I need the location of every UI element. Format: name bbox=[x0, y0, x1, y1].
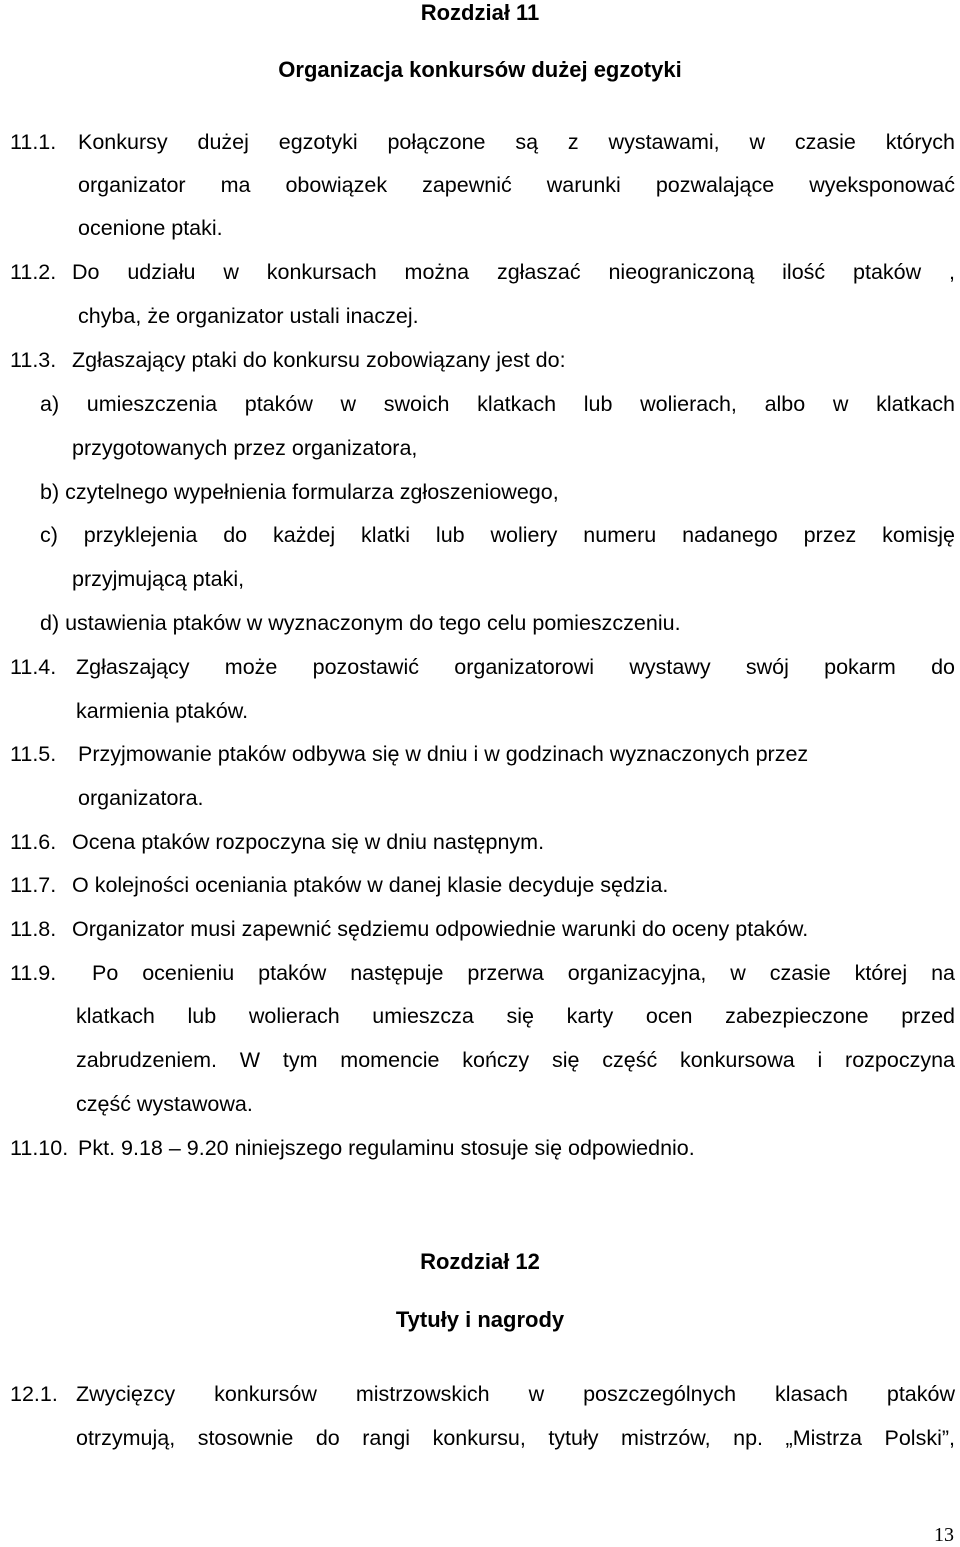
item-11-3-number: 11.3. bbox=[10, 348, 57, 372]
item-11-9-number: 11.9. bbox=[10, 961, 57, 985]
item-11-9-line-2: klatkach lub wolierach umieszcza się karty ocen zabezpieczone przed bbox=[76, 1004, 955, 1028]
item-11-3-intro: Zgłaszający ptaki do konkursu zobowiązany jest do: bbox=[72, 348, 566, 372]
item-11-2-line-2: chyba, że organizator ustali inaczej. bbox=[78, 304, 419, 328]
item-11-3-d: d) ustawienia ptaków w wyznaczonym do tego celu pomieszczeniu. bbox=[40, 611, 681, 635]
item-11-3-b: b) czytelnego wypełnienia formularza zgłoszeniowego, bbox=[40, 480, 559, 504]
item-11-2-line-1: Do udziału w konkursach można zgłaszać nieograniczoną ilość ptaków , bbox=[72, 260, 955, 284]
item-11-4-number: 11.4. bbox=[10, 655, 57, 679]
item-11-4-line-1: Zgłaszający może pozostawić organizatorowi wystawy swój pokarm do bbox=[76, 655, 955, 679]
item-11-10-line-1: Pkt. 9.18 – 9.20 niniejszego regulaminu stosuje się odpowiednio. bbox=[78, 1136, 695, 1160]
chapter-11-subtitle: Organizacja konkursów dużej egzotyki bbox=[278, 57, 682, 82]
item-11-4-line-2: karmienia ptaków. bbox=[76, 699, 249, 723]
chapter-12-subtitle: Tytuły i nagrody bbox=[395, 1307, 565, 1332]
item-12-1-line-1: Zwycięzcy konkursów mistrzowskich w poszczególnych klasach ptaków bbox=[76, 1382, 955, 1406]
item-11-7-number: 11.7. bbox=[10, 873, 57, 897]
item-11-3-c-line-1: c) przyklejenia do każdej klatki lub woliery numeru nadanego przez komisję bbox=[40, 523, 955, 547]
item-11-3-a-line-1: a) umieszczenia ptaków w swoich klatkach lub wolierach, albo w klatkach bbox=[40, 392, 955, 416]
item-12-1-number: 12.1. bbox=[10, 1382, 58, 1406]
page-number: 13 bbox=[934, 1524, 954, 1546]
chapter-12-title: Rozdział 12 bbox=[420, 1249, 540, 1274]
item-11-2-number: 11.2. bbox=[10, 260, 57, 284]
item-12-1-line-2: otrzymują, stosownie do rangi konkursu, tytuły mistrzów, np. „Mistrza Polski”, bbox=[76, 1426, 955, 1450]
item-11-8-line-1: Organizator musi zapewnić sędziemu odpowiednie warunki do oceny ptaków. bbox=[72, 917, 809, 941]
item-11-6-number: 11.6. bbox=[10, 830, 57, 854]
item-11-9-line-3: zabrudzeniem. W tym momencie kończy się część konkursowa i rozpoczyna bbox=[76, 1048, 955, 1072]
item-11-9-line-1: Po ocenieniu ptaków następuje przerwa organizacyjna, w czasie której na bbox=[92, 961, 955, 985]
chapter-11-title: Rozdział 11 bbox=[420, 0, 540, 25]
item-11-1-number: 11.1. bbox=[10, 130, 57, 154]
item-11-9-line-4: część wystawowa. bbox=[76, 1092, 253, 1116]
item-11-1-line-1: Konkursy dużej egzotyki połączone są z wystawami, w czasie których bbox=[78, 130, 955, 154]
item-11-10-number: 11.10. bbox=[10, 1136, 69, 1160]
item-11-5-line-1: Przyjmowanie ptaków odbywa się w dniu i w godzinach wyznaczonych przez bbox=[78, 742, 809, 766]
item-11-6-line-1: Ocena ptaków rozpoczyna się w dniu następnym. bbox=[72, 830, 545, 854]
item-11-1-line-3: ocenione ptaki. bbox=[78, 216, 223, 240]
item-11-1-line-2: organizator ma obowiązek zapewnić warunki pozwalające wyeksponować bbox=[78, 173, 955, 197]
item-11-3-c-line-2: przyjmującą ptaki, bbox=[72, 567, 245, 591]
item-11-5-line-2: organizatora. bbox=[78, 786, 204, 810]
item-11-7-line-1: O kolejności oceniania ptaków w danej klasie decyduje sędzia. bbox=[72, 873, 669, 897]
item-11-3-a-line-2: przygotowanych przez organizatora, bbox=[72, 436, 418, 460]
item-11-8-number: 11.8. bbox=[10, 917, 57, 941]
item-11-5-number: 11.5. bbox=[10, 742, 57, 766]
